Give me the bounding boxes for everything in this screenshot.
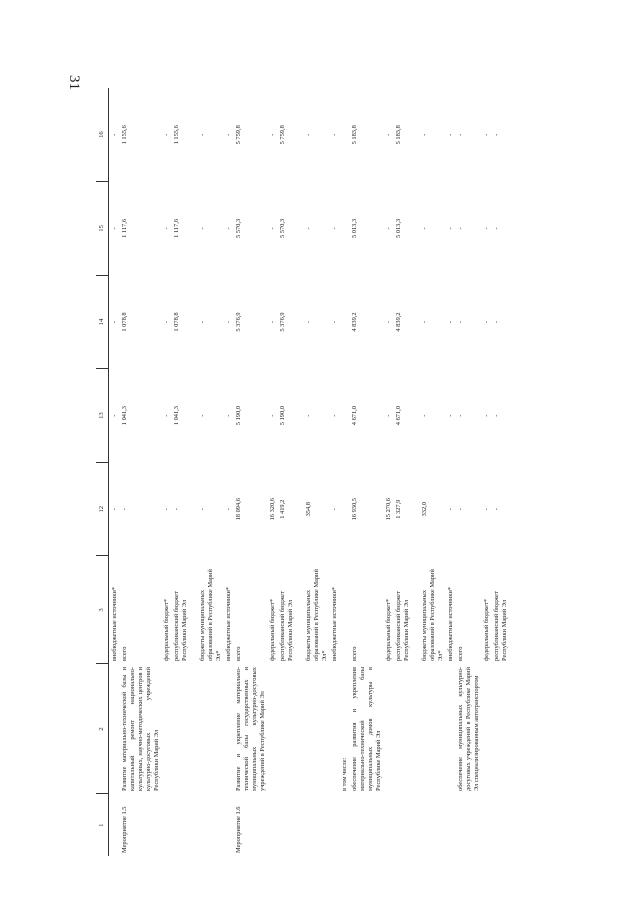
value-cell: - [385,414,393,417]
value-cell: 16 930,5 [351,498,359,521]
value-cell [339,462,349,556]
description-cell [419,664,445,794]
source-cell: федеральный бюджет* [269,598,277,661]
value-cell: - [163,227,171,230]
value-cell: - [385,133,393,136]
description-cell: обеспечение муниципальных культурно-досуговых учреждений в Республике Марий Эл специализированным автотранспортом [457,667,481,791]
header-cell: 3 [96,556,109,664]
table-row [119,88,161,856]
value-cell: 354,8 [305,502,313,517]
description-cell [329,664,339,794]
table-row [393,88,419,856]
value-cell: - [163,320,171,324]
value-cell: - [305,133,313,136]
description-cell [445,664,455,794]
value-cell: - [421,133,429,136]
description-cell [161,664,171,794]
value-cell: - [225,227,233,230]
value-cell: - [269,133,277,136]
description-cell: Развитие и укрепление материально-технической базы государственных и муниципальных культурно-досуговых учреждений в Республике Марий Эл [235,667,267,791]
source-cell [339,556,349,664]
source-cell: внебюджетные источники* [225,586,233,661]
value-cell: 4 839,2 [395,312,403,332]
header-cell: 15 [96,182,109,276]
value-cell: - [111,133,119,136]
measure-cell [161,794,171,856]
description-cell [197,664,223,794]
value-cell: - [483,133,491,136]
source-cell: республиканский бюджет Республики Марий Эл [279,591,295,661]
value-cell: 1 078,8 [173,312,181,332]
value-cell: - [225,414,233,417]
value-cell: - [385,320,393,324]
measure-cell [419,794,445,856]
value-cell: - [421,414,429,417]
value-cell: - [483,414,491,417]
value-cell: - [305,414,313,417]
header-cell: 13 [96,369,109,463]
value-cell: - [457,320,465,324]
value-cell: - [111,508,119,511]
value-cell: 1 117,6 [173,218,181,238]
measure-cell [491,794,517,856]
value-cell: - [225,320,233,324]
value-cell: 5 183,8 [351,125,359,145]
value-cell: - [269,414,277,417]
value-cell: - [457,133,465,136]
table-row [445,88,455,856]
table-row [109,88,120,856]
measure-cell [481,794,491,856]
value-cell [339,369,349,463]
description-cell: Развитие материально-технической базы и капитальный ремонт национально-культурных, научно-методических центров и культурно-досуговых учреждений Республики Марий Эл [121,667,161,791]
value-cell: 5 183,8 [395,125,403,145]
value-cell: 1 041,3 [173,406,181,426]
measure-cell [455,794,481,856]
header-cell: 14 [96,275,109,369]
value-cell: 1 155,6 [121,125,129,145]
description-cell: в том числе: [341,757,349,791]
measure-cell [393,794,419,856]
measure-cell [329,794,339,856]
value-cell: - [457,414,465,417]
measure-cell [223,794,233,856]
description-cell [481,664,491,794]
source-cell: республиканский бюджет Республики Марий Эл [173,591,189,661]
value-cell: - [483,320,491,324]
header-cell: 12 [96,462,109,556]
source-cell: республиканский бюджет Республики Марий Эл [395,591,411,661]
value-cell: - [493,508,501,511]
value-cell: - [163,508,171,511]
measure-cell [171,794,197,856]
value-cell: - [199,133,207,136]
value-cell: 1 041,3 [121,406,129,426]
measure-cell: Мероприятие 1.5 [121,806,129,853]
value-cell: - [483,227,491,230]
value-cell: 1 078,8 [121,312,129,332]
description-cell [223,664,233,794]
value-cell: 4 839,2 [351,312,359,332]
measure-cell [445,794,455,856]
value-cell: 332,0 [421,502,429,517]
value-cell: - [173,508,181,511]
measure-cell [349,794,383,856]
value-cell: - [111,320,119,324]
value-cell: 5 376,9 [235,312,243,332]
table-row [161,88,171,856]
value-cell: 16 320,6 [269,498,277,521]
measure-cell [267,794,277,856]
source-cell: внебюджетные источники* [331,586,339,661]
table-row [171,88,197,856]
table-body [109,88,518,856]
value-cell: - [421,227,429,230]
source-cell: бюджеты муниципальных образований в Республике Марий Эл* [305,569,329,661]
value-cell: - [447,133,455,136]
value-cell: 5 570,3 [279,218,287,239]
value-cell: - [447,227,455,230]
rotated-table-container [96,88,584,856]
budget-table [96,88,517,856]
value-cell: 1 327,9 [395,499,403,519]
value-cell [339,275,349,369]
table-row [197,88,223,856]
measure-cell: Мероприятие 1.6 [235,806,243,853]
value-cell: - [493,320,501,324]
source-cell: всего [457,646,465,661]
table-row [339,88,349,856]
value-cell: 5 570,3 [235,218,243,239]
table-row [267,88,277,856]
source-cell: бюджеты муниципальных образований в Республике Марий Эл* [421,569,445,661]
value-cell: - [269,320,277,324]
value-cell: - [225,133,233,136]
value-cell: - [331,227,339,230]
value-cell: - [269,227,277,230]
value-cell: 4 671,0 [351,406,359,426]
source-cell: всего [235,646,243,661]
value-cell: - [447,414,455,417]
source-cell: внебюджетные источники* [111,586,119,661]
source-cell: бюджеты муниципальных образований в Республике Марий Эл* [199,569,223,661]
source-cell: республиканский бюджет Республики Марий Эл [493,591,509,661]
value-cell: - [163,133,171,136]
description-cell [491,664,517,794]
value-cell: - [111,227,119,230]
header-cell: 1 [96,794,109,856]
table-row [419,88,445,856]
value-cell: - [331,508,339,511]
value-cell: 5 190,0 [279,406,287,426]
value-cell [339,182,349,276]
description-cell [277,664,303,794]
value-cell: - [225,508,233,511]
value-cell: 5 376,9 [279,312,287,332]
measure-cell [109,794,120,856]
value-cell: - [331,320,339,324]
value-cell: - [331,133,339,136]
value-cell: - [111,414,119,417]
value-cell: - [331,414,339,417]
value-cell [339,88,349,182]
source-cell: всего [351,646,359,661]
value-cell: 1 117,6 [121,218,129,238]
value-cell: 5 013,3 [351,218,359,239]
value-cell: - [163,414,171,417]
value-cell: - [199,320,207,324]
value-cell: - [493,133,501,136]
value-cell: - [457,508,465,511]
description-cell [303,664,329,794]
source-cell: федеральный бюджет* [483,598,491,661]
description-cell [109,664,120,794]
value-cell: - [493,227,501,230]
table-row [223,88,233,856]
table-row [329,88,339,856]
table-row [383,88,393,856]
table-row [455,88,481,856]
value-cell: 1 155,6 [173,125,181,145]
value-cell: 5 759,8 [279,125,287,145]
value-cell: - [483,508,491,511]
measure-cell [277,794,303,856]
value-cell: - [305,320,313,324]
table-header-row [96,88,109,856]
description-cell: обеспечение развития и укрепления материально-технической базы муниципальных домов культуры в Республике Марий Эл [351,667,383,791]
value-cell: - [199,508,207,511]
value-cell: - [447,320,455,324]
value-cell: 18 094,6 [235,498,243,521]
description-cell [393,664,419,794]
description-cell [383,664,393,794]
value-cell: - [121,508,129,511]
value-cell: - [199,414,207,417]
value-cell: - [447,508,455,511]
value-cell: 15 270,6 [385,498,393,521]
description-cell [171,664,197,794]
value-cell: - [421,320,429,324]
measure-cell [303,794,329,856]
description-cell [267,664,277,794]
value-cell: 5 013,3 [395,218,403,239]
value-cell: 4 671,0 [395,406,403,426]
header-cell: 16 [96,88,109,182]
source-cell: федеральный бюджет* [163,598,171,661]
measure-cell [383,794,393,856]
value-cell: - [385,227,393,230]
table-row [481,88,491,856]
page-number: 31 [66,75,82,90]
measure-cell [339,794,349,856]
table-row [491,88,517,856]
value-cell: 1 419,2 [279,499,287,519]
value-cell: - [199,227,207,230]
table-row [277,88,303,856]
table-row [349,88,383,856]
header-cell: 2 [96,664,109,794]
source-cell: федеральный бюджет* [385,598,393,661]
value-cell: 5 759,8 [235,125,243,145]
value-cell: 5 190,0 [235,406,243,426]
value-cell: - [493,414,501,417]
measure-cell [197,794,223,856]
source-cell: внебюджетные источники* [447,586,455,661]
table-row [303,88,329,856]
source-cell: всего [121,646,129,661]
table-row [233,88,267,856]
value-cell: - [305,227,313,230]
value-cell: - [457,227,465,230]
